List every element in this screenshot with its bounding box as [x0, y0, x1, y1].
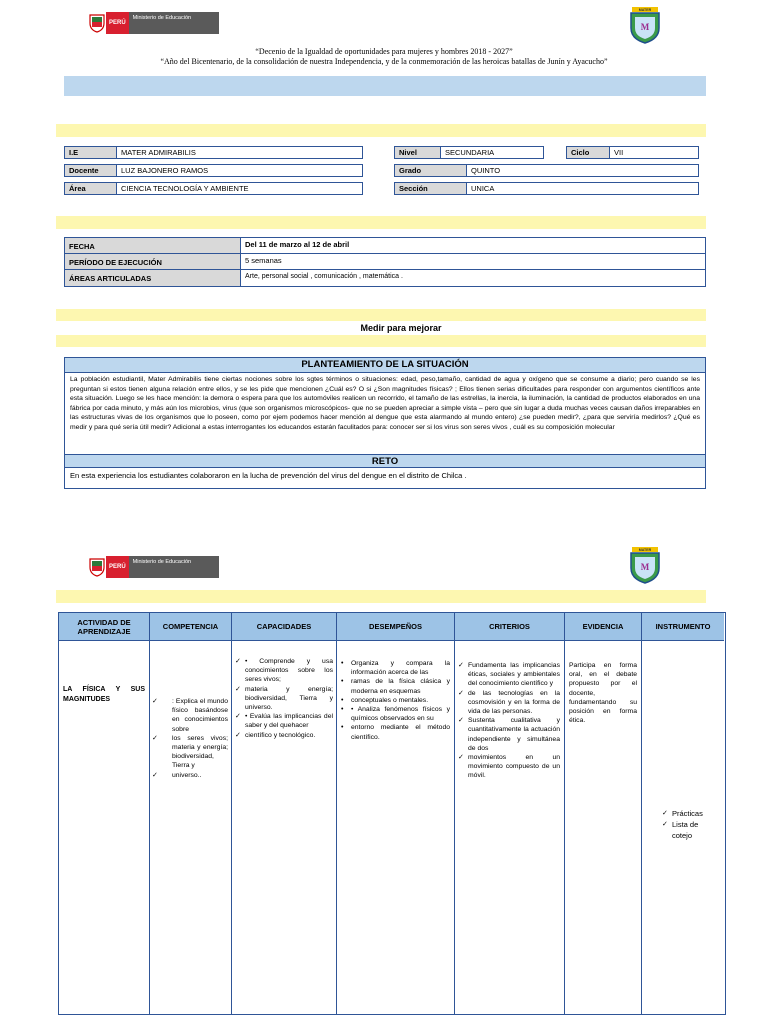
yellow-band-3 [56, 309, 706, 321]
desempeno-item: • entorno mediante el método científico. [341, 724, 450, 741]
areas-value: Arte, personal social , comunicación , matemática . [245, 273, 403, 280]
check-icon: ✓ [662, 810, 668, 817]
areas-label: ÁREAS ARTICULADAS [65, 270, 241, 286]
desempeno-item: • Organiza y compara la información acerca de las [341, 660, 450, 677]
criterio-item: ✓ de las tecnologías en la cosmovisión y en la forma de vida de las personas. [458, 689, 560, 716]
check-icon: ✓ [458, 689, 464, 697]
capacidad-item: ✓ • Comprende y usa conocimientos sobre los seres vivos; [235, 658, 333, 684]
decenio-line-2: “Año del Bicentenario, de la consolidación de nuestra Independencia, y de la conmemoración de las heroicas batallas de Junín y Ayacucho” [160, 57, 608, 66]
actividad-cell [59, 641, 150, 1014]
peru-shield-icon [88, 557, 106, 577]
school-crest-icon [628, 6, 662, 44]
check-icon: ✓ [152, 734, 158, 742]
area-label: Área [64, 182, 117, 195]
check-icon: ✓ [152, 771, 158, 779]
situacion-box [64, 357, 706, 489]
ejecucion-value: 5 semanas [241, 254, 705, 270]
capacidad-item: ✓ científico y tecnológico. [235, 731, 316, 739]
evidencia-text: Participa en forma oral, en el debate propuesto por el docente, fundamentando su posición en forma ética. [569, 662, 637, 725]
ministerio-label: Ministerio de Educación [129, 12, 219, 34]
bullet-icon: • [341, 660, 344, 667]
header-evidencia: EVIDENCIA [565, 613, 642, 641]
ministerio-label-2: Ministerio de Educación [129, 556, 219, 578]
criterio-item: ✓ Fundamenta las implicancias éticas, sociales y ambientales del conocimiento científico y [458, 662, 560, 688]
evidencia-cell [565, 641, 642, 1014]
header-instrumento: INSTRUMENTO [642, 613, 724, 641]
desempeno-item: • ramas de la física clásica y moderna en esquemas [341, 678, 450, 695]
bullet-icon: • [341, 678, 344, 686]
competencia-item: ✓ universo.. [152, 771, 202, 779]
instrumento-item: ✓ Lista de cotejo [662, 820, 699, 840]
check-icon: ✓ [152, 698, 158, 705]
decenio-line-1: “Decenio de la Igualdad de oportunidades para mujeres y hombres 2018 - 2027” [255, 47, 513, 56]
header-criterios: CRITERIOS [455, 613, 565, 641]
minedu-logo [88, 12, 219, 34]
yellow-band-1 [56, 124, 706, 137]
competencia-item: ✓ los seres vivos; materia y energía; biodiversidad, Tierra y [152, 734, 228, 770]
header-competencia: COMPETENCIA [150, 613, 232, 641]
desempeno-item: • • Analiza fenómenos físicos y químicos observados en su [341, 706, 450, 723]
ie-label: I.E [64, 146, 117, 159]
criterio-item: ✓ Sustenta cualitativa y cuantitativamente la actuación independiente y simultánea de dos [458, 717, 560, 752]
fecha-value: Del 11 de marzo al 12 de abril [241, 238, 705, 254]
periodo-table [64, 237, 706, 287]
ie-value: MATER ADMIRABILIS [116, 146, 363, 159]
learning-table [58, 612, 726, 1015]
school-logo [628, 6, 662, 49]
yellow-band-2 [56, 216, 706, 229]
header-desempenos: DESEMPEÑOS [337, 613, 455, 641]
fecha-label: FECHA [65, 238, 241, 254]
check-icon: ✓ [235, 713, 241, 721]
area-value: CIENCIA TECNOLOGÍA Y AMBIENTE [116, 182, 363, 195]
decenio-text [60, 47, 708, 67]
seccion-label: Sección [394, 182, 467, 195]
criterio-item: ✓ movimientos en un movimiento compuesto de un móvil. [458, 754, 560, 780]
check-icon: ✓ [235, 731, 241, 739]
page-title: Medir para mejorar [360, 323, 442, 333]
bullet-icon: • [341, 724, 344, 732]
competencia-item: ✓ : Explica el mundo físico basándose en conocimientos sobre [152, 698, 228, 733]
capacidad-item: ✓ • Evalúa las implicancias del saber y del quehacer [235, 713, 333, 730]
check-icon: ✓ [662, 821, 668, 828]
bullet-icon: • [341, 706, 344, 714]
desempeno-item: • conceptuales o mentales. [341, 696, 429, 704]
desempenos-cell [337, 641, 455, 1014]
minedu-logo-2 [88, 556, 219, 578]
ejecucion-label: PERÍODO DE EJECUCIÓN [65, 254, 241, 270]
competencia-cell [150, 641, 232, 1014]
peru-label-2: PERÚ [106, 556, 129, 578]
instrumento-item: ✓ Prácticas [662, 809, 703, 818]
svg-text:M: M [640, 22, 650, 32]
ciclo-label: Ciclo [566, 146, 610, 159]
check-icon: ✓ [235, 685, 241, 693]
nivel-value: SECUNDARIA [440, 146, 544, 159]
nivel-label: Nivel [394, 146, 441, 159]
capacidades-cell [232, 641, 337, 1014]
yellow-band-4 [56, 335, 706, 347]
school-logo-2 [628, 546, 662, 589]
check-icon: ✓ [235, 658, 241, 665]
svg-text:MATER: MATER [638, 8, 652, 12]
ciclo-value: VII [609, 146, 699, 159]
header-actividad: ACTIVIDAD DE APRENDIZAJE [59, 613, 150, 641]
svg-text:MATER: MATER [638, 548, 652, 552]
instrumento-cell [642, 641, 724, 1014]
reto-text: En esta experiencia los estudiantes colaboraron en la lucha de prevención del virus del dengue en el distrito de Chilca . [70, 471, 467, 480]
header-capacidades: CAPACIDADES [232, 613, 337, 641]
docente-value: LUZ BAJONERO RAMOS [116, 164, 363, 177]
yellow-band-5 [56, 590, 706, 603]
criterios-cell [455, 641, 565, 1014]
check-icon: ✓ [458, 662, 464, 669]
peru-label: PERÚ [106, 12, 129, 34]
blue-band [64, 76, 706, 96]
grado-label: Grado [394, 164, 467, 177]
docente-label: Docente [64, 164, 117, 177]
svg-text:M: M [640, 562, 650, 572]
grado-value: QUINTO [466, 164, 699, 177]
reto-title: RETO [65, 454, 705, 468]
check-icon: ✓ [458, 754, 464, 762]
check-icon: ✓ [458, 717, 464, 725]
seccion-value: UNICA [466, 182, 699, 195]
bullet-icon: • [341, 696, 344, 704]
school-crest-icon [628, 546, 662, 584]
capacidad-item: ✓ materia y energía; biodiversidad, Tierra y universo. [235, 685, 333, 712]
situacion-text: La población estudiantil, Mater Admirabilis tiene ciertas nociones sobre los sgtes términos o situaciones: edad, peso,tamaño, cantidad de agua y oxígeno que se consume a diario; pero cuando se les preguntan si estos tienen alguna relación entre ellos, y se les pide que mencionen ¿Cuál es? O si ¿Son magnitudes físicas? ; Ellos tienen serias dificultades para responder con argumentos científicos ante esta situación. Luego se les hace mención: la demora o espera para que los automóviles realicen un recorrido, el tamaño de las estrellas, la inercia, la iluminación, la cantidad de productos elaborados en una fábrica por cada minuto, y más aún los microbios, virus (que son organismos microscópicos- que no se pueden apreciar a simple vista – pero que sin lugar a duda muchas veces causan daños irreparables en las estructuras vivas de los organismos que lo poseen, como por ejem podemos hacer mención al dengue que esta alarmando al mundo entero) ¿se pueden medir?, ¿para que serviría medirlos? ¿Qué es medir y para qué sería útil medir? Adicional a estas interrogantes los educandos estarán faculitados para: conocer ser si los virus son seres vivos , cuál es su composición molecular [70, 376, 700, 431]
actividad-text: LA FÍSICA Y SUS MAGNITUDES [63, 686, 145, 703]
situacion-title: PLANTEAMIENTO DE LA SITUACIÓN [65, 358, 705, 373]
peru-shield-icon [88, 13, 106, 33]
